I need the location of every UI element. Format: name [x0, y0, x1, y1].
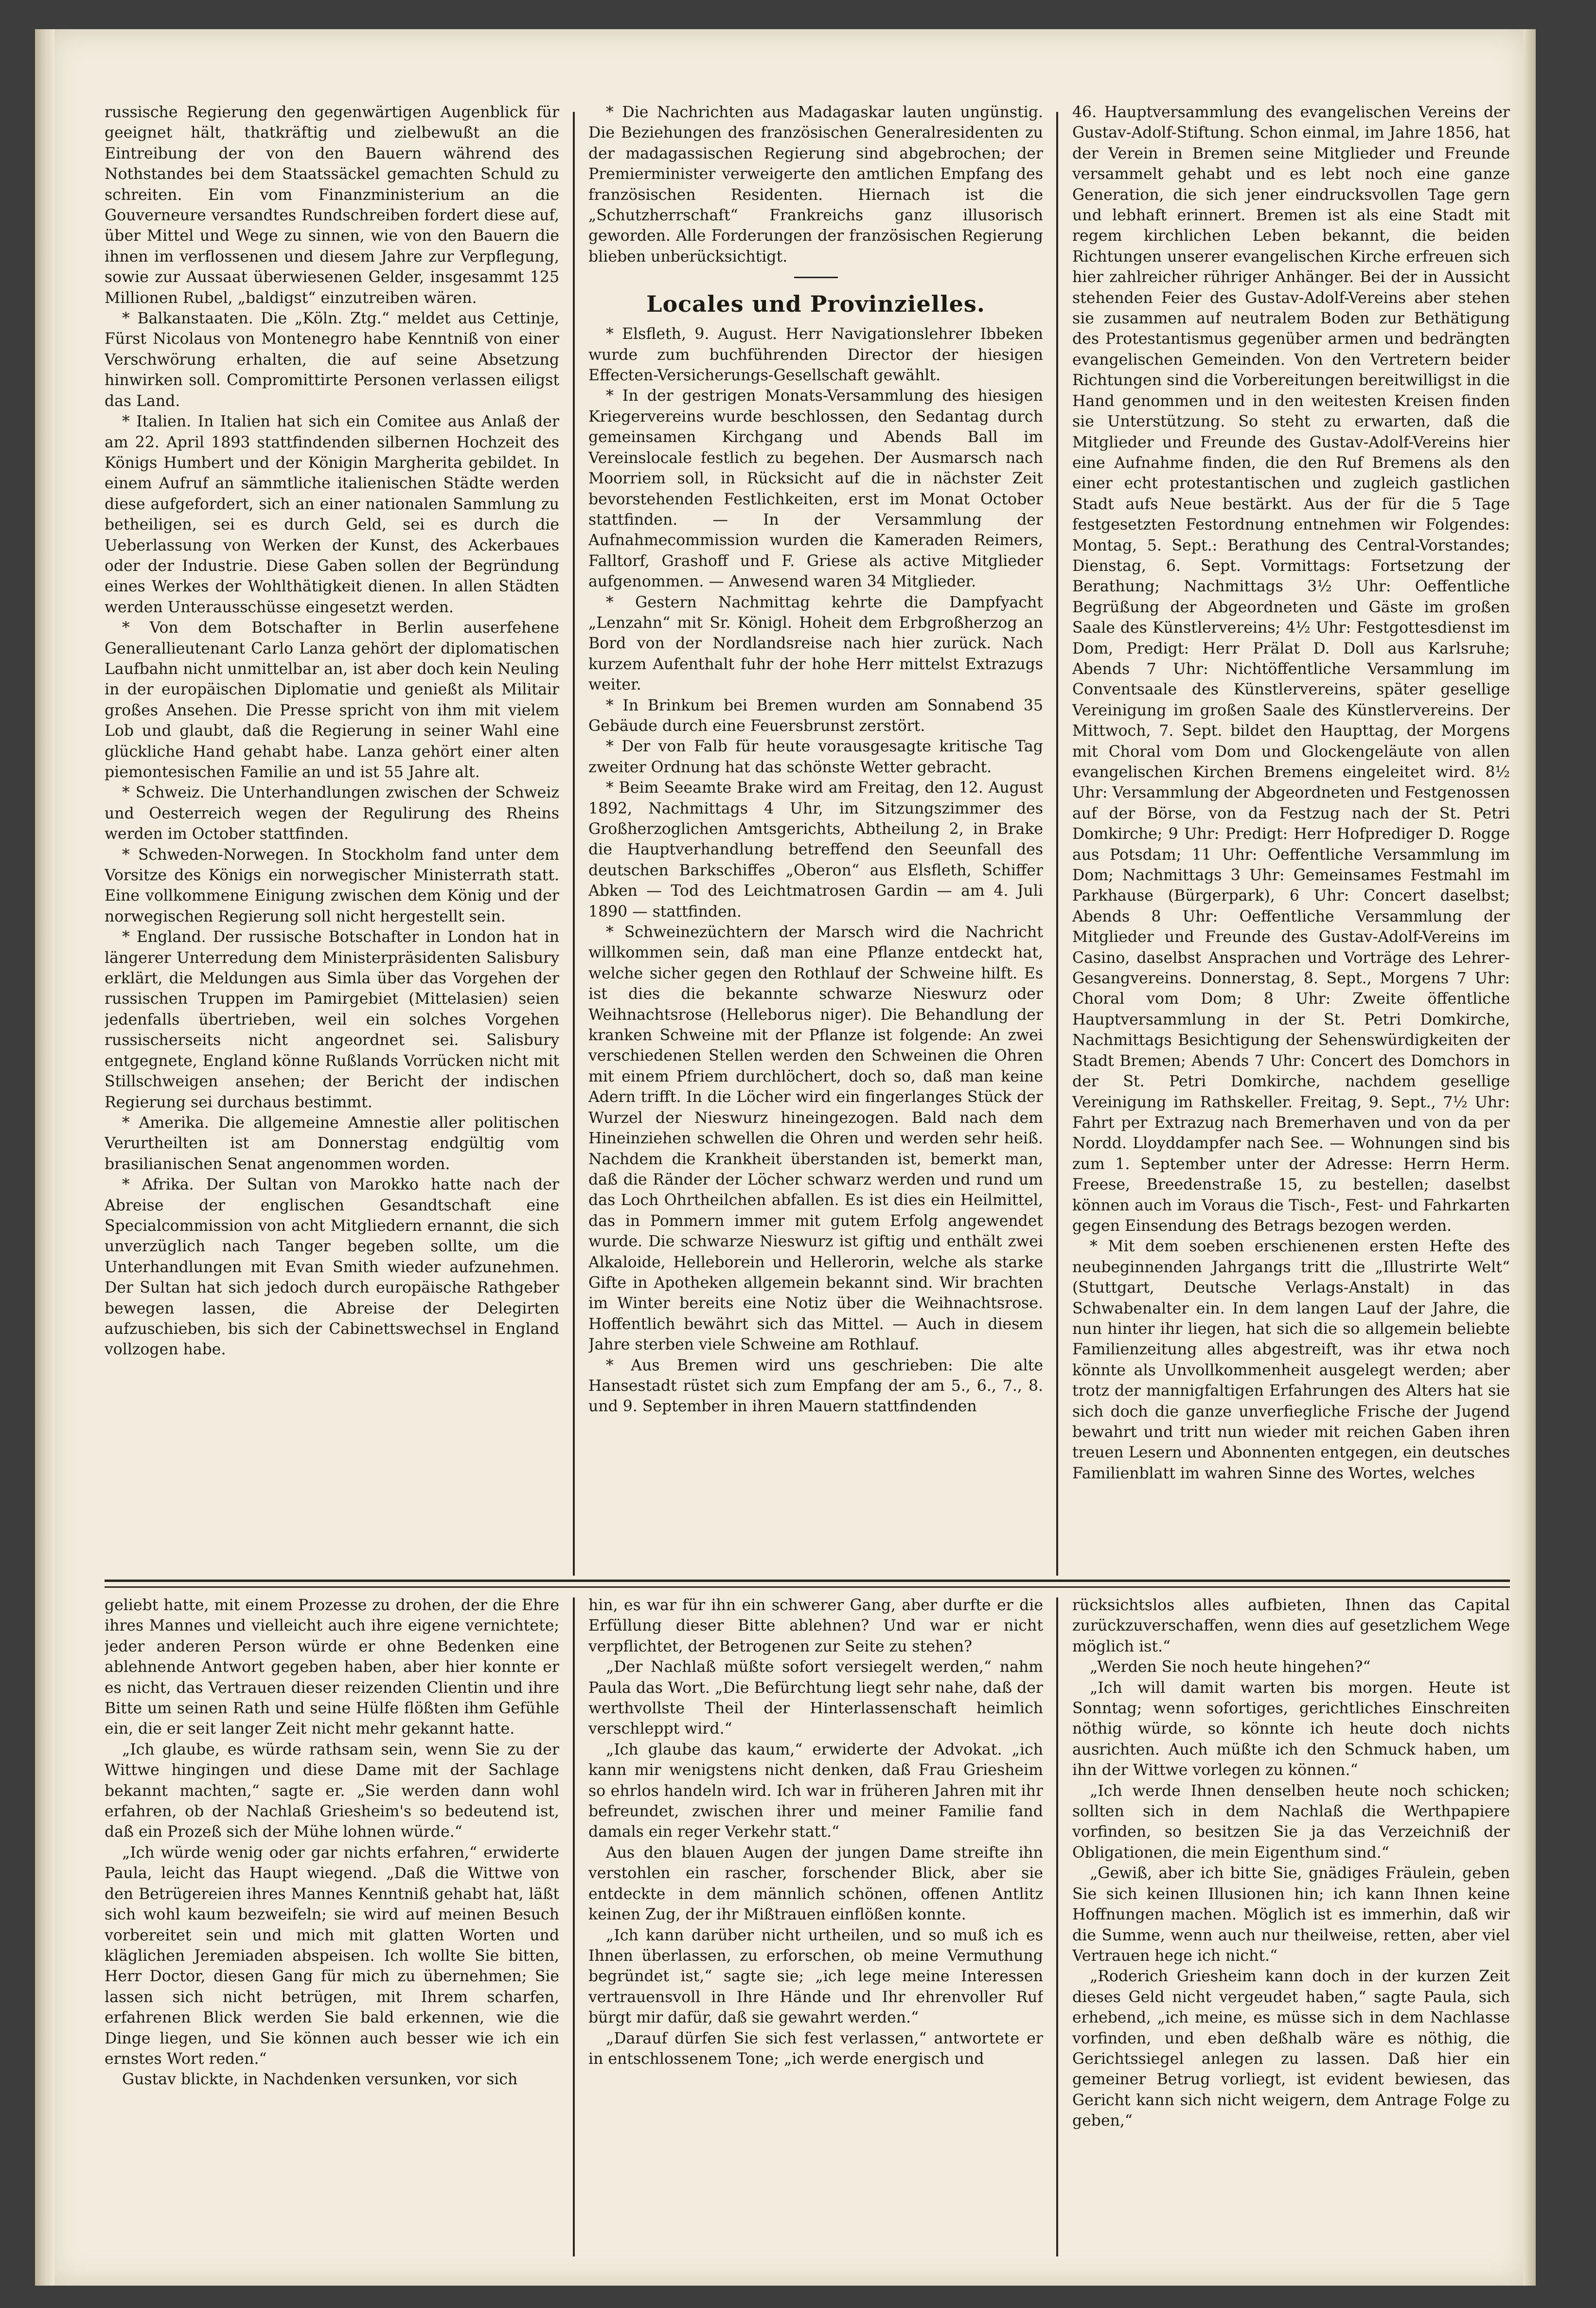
news-column-3: [1072, 102, 1510, 1576]
feuilleton-column-1: [105, 1595, 559, 2256]
story-paragraph: „Ich will damit warten bis morgen. Heute ist Sonntag; wenn sofortiges, gerichtliches Einschreiten nöthig würde, so könnte ich heute doch nichts ausrichten. Auch müßte ich den Schmuck haben, um ihn der Wittwe vorlegen zu können.“: [1072, 1679, 1510, 1779]
story-paragraph: hin, es war für ihn ein schwerer Gang, aber durfte er die Erfüllung dieser Bitte ablehnen? Und war er nicht verpflichtet, der Betrogenen zur Seite zu stehen?: [588, 1597, 1043, 1655]
story-paragraph: „Darauf dürfen Sie sich fest verlassen,“ antwortete er in entschlossenem Tone; „ich werde energisch und: [588, 2029, 1043, 2068]
section-rule: [794, 277, 838, 278]
story-paragraph: „Ich kann darüber nicht urtheilen, und so muß ich es Ihnen überlassen, zu erforschen, ob meine Vermuthung begründet ist,“ sagte sie; „ich lege meine Interessen vertrauensvoll in Ihre Hände und Ihr ehrenvoller Ruf bürgt mir dafür, daß sie gewahrt werden.“: [588, 1926, 1043, 2027]
story-paragraph: „Roderich Griesheim kann doch in der kurzen Zeit dieses Geld nicht vergeudet haben,“ sagte Paula, sich erhebend, „ich meine, es müsse sich in dem Nachlasse vorfinden, und eben deßhalb wäre es nöthig, die Gerichtssiegel anlegen zu lassen. Daß hier ein gemeiner Betrug vorliegt, ist evident bewiesen, das Gericht kann sich nicht weigern, dem Antrage Folge zu geben,“: [1072, 1968, 1510, 2130]
article-illustrirte-welt: * Mit dem soeben erschienenen ersten Hefte des neubeginnenden Jahrgangs tritt die „Illustrirte Welt“ (Stuttgart, Deutsche Verlags-Anstalt) in das Schwabenalter ein. In dem langen Lauf der Jahre, die nun hinter ihr liegen, hat sich die so allgemein beliebte Familienzeitung alles abgestreift, was ihr etwa noch könnte als Unvollkommenheit ausgelegt werden; aber trotz der mannigfaltigen Erfahrungen des Alters hat sie sich doch die ganze unverfiegliche Frische der Jugend bewahrt und tritt nun wieder mit reichen Gaben ihren treuen Lesern und Abonnenten entgegen, ein deutsches Familienblatt im wahren Sinne des Wortes, welches: [1072, 1238, 1510, 1482]
story-paragraph: „Der Nachlaß müßte sofort versiegelt werden,“ nahm Paula das Wort. „Die Befürchtung liegt sehr nahe, daß der werthvollste Theil der Hinterlassenschaft heimlich verschleppt wird.“: [588, 1658, 1043, 1738]
article-sweden-norway: * Schweden-Norwegen. In Stockholm fand unter dem Vorsitze des Königs ein norwegischer Ministerrath statt. Eine vollkommene Einigung zwischen dem König und der norwegischen Regierung soll nicht hergestellt sein.: [105, 846, 559, 925]
article-seeamt-brake: * Beim Seeamte Brake wird am Freitag, den 12. August 1892, Nachmittags 4 Uhr, im Sitzungszimmer des Großherzoglichen Amtsgerichts, Abtheilung 2, in Brake die Hauptverhandlung betreffend den Seeunfall des deutschen Barkschiffes „Oberon“ aus Elsfleth, Schiffer Abken — Tod des Leichtmatrosen Gardin — am 4. Juli 1890 — stattfinden.: [588, 779, 1043, 921]
article-brinkum: * In Brinkum bei Bremen wurden am Sonnabend 35 Gebäude durch eine Feuersbrunst zerstört.: [588, 696, 1043, 735]
column-rule: [1056, 112, 1058, 1576]
story-paragraph: „Gewiß, aber ich bitte Sie, gnädiges Fräulein, geben Sie sich keinen Illusionen hin; ich kann Ihnen keine Hoffnungen machen. Möglich ist es immerhin, daß wir die Summe, wenn auch nur theilweise, retten, aber viel Vertrauen hege ich nicht.“: [1072, 1864, 1510, 1965]
story-paragraph: „Werden Sie noch heute hingehen?“: [1090, 1658, 1371, 1676]
feuilleton-column-3: [1072, 1595, 1510, 2256]
article-switzerland: * Schweiz. Die Unterhandlungen zwischen der Schweiz und Oesterreich wegen der Regulirung des Rheins werden im October stattfinden.: [105, 784, 559, 843]
article-dampfyacht: * Gestern Nachmittag kehrte die Dampfyacht „Lenzahn“ mit Sr. Königl. Hoheit dem Erbgroßherzog an Bord von der Nordlandsreise nach hier zurück. Nach kurzem Aufenthalt fuhr der hohe Herr mittelst Extrazugs weiter.: [588, 593, 1043, 694]
story-paragraph: „Ich werde Ihnen denselben heute noch schicken; sollten sich in dem Nachlaß die Werthpapiere vorfinden, so besitzen Sie ja das Verzeichniß der Obligationen, die mein Eigenthum sind.“: [1072, 1782, 1510, 1862]
feuilleton-column-2: [588, 1595, 1043, 2256]
article-balkan: * Balkanstaaten. Die „Köln. Ztg.“ meldet aus Cettinje, Fürst Nicolaus von Montenegro habe Kenntniß von einer Verschwörung erhalten, die auf seine Absetzung hinwirken soll. Compromittirte Personen verlassen eiligst das Land.: [105, 310, 559, 410]
story-paragraph: Gustav blickte, in Nachdenken versunken, vor sich: [122, 2071, 518, 2089]
story-paragraph: „Ich glaube das kaum,“ erwiderte der Advokat. „ich kann mir wenigstens nicht denken, daß Frau Griesheim so ehrlos handeln wird. Ich war in früheren Jahren mit ihr befreundet, zwischen ihrer und meiner Familie fand damals ein reger Verkehr statt.“: [588, 1740, 1043, 1841]
section-heading: Locales und Provinzielles.: [646, 291, 985, 318]
article-paragraph: russische Regierung den gegenwärtigen Augenblick für geeignet hält, thatkräftig und zielbewußt an die Eintreibung der von den Bauern während des Nothstandes bei dem Staatssäckel gemachten Schuld zu schreiten. Ein vom Finanzministerium an die Gouverneure versandtes Rundschreiben fordert diese auf, über Mittel und Wege zu sinnen, wie von den Bauern die ihnen im verflossenen und diesem Jahre zur Verpflegung, sowie zur Aussaat überwiesenen Gelder, insgesammt 125 Millionen Rubel, „baldigst“ einzutreiben wären.: [105, 104, 559, 307]
article-england: * England. Der russische Botschafter in London hat in längerer Unterredung dem Ministerpräsidenten Salisbury erklärt, die Meldungen aus Simla über das Vorgehen der russischen Truppen im Pamirgebiet (Mittelasien) seien jedenfalls übertrieben, weil ein solches Vorgehen russischerseits nicht angeordnet sei. Salisbury entgegnete, England könne Rußlands Vorrücken nicht mit Stillschweigen ansehen; der Bericht der indischen Regierung sei durchaus bestimmt.: [105, 928, 559, 1111]
story-paragraph: geliebt hatte, mit einem Prozesse zu drohen, der die Ehre ihres Mannes und vielleicht auch ihre eigene vernichtete; jeder anderen Person würde er ohne Bedenken eine ablehnende Antwort gegeben haben, aber hier konnte er es nicht, das Vertrauen dieser reizenden Clientin und ihre Bitte um seinen Rath und seine Hülfe flößten ihm Gefühle ein, die er seit langer Zeit nicht mehr gekannt hatte.: [105, 1597, 559, 1738]
feuilleton-divider: [105, 1580, 1510, 1582]
article-america: * Amerika. Die allgemeine Amnestie aller politischen Verurtheilten ist am Donnerstag endgültig vom brasilianischen Senat angenommen worden.: [105, 1114, 559, 1173]
story-paragraph: „Ich würde wenig oder gar nichts erfahren,“ erwiderte Paula, leicht das Haupt wiegend. „Daß die Wittwe von den Betrügereien ihres Mannes Kenntniß gehabt hat, läßt sich wohl kaum bezweifeln; sie wird auf meinen Besuch vorbereitet sein und mich mit glatten Worten und kläglichen Jeremiaden abspeisen. Ich wollte Sie bitten, Herr Doctor, diesen Gang für mich zu übernehmen; Sie lassen sich nicht betrügen, mit Ihrem scharfen, erfahrenen Blick werden Sie bald erkennen, wie die Dinge liegen, und Sie können auch besser wie ich ein ernstes Wort reden.“: [105, 1844, 559, 2068]
article-madagascar: * Die Nachrichten aus Madagaskar lauten ungünstig. Die Beziehungen des französischen Generalresidenten zu der madagassischen Regierung sind abgebrochen; der Premierminister verweigerte den amtlichen Empfang des französischen Residenten. Hiernach ist die „Schutzherrschaft“ Frankreichs ganz illusorisch geworden. Alle Forderungen der französischen Regierung blieben unberücksichtigt.: [588, 104, 1043, 266]
story-paragraph: rücksichtslos alles aufbieten, Ihnen das Capital zurückzuverschaffen, wenn dies auf gesetzlichem Wege möglich ist.“: [1072, 1597, 1510, 1655]
article-kriegerverein: * In der gestrigen Monats-Versammlung des hiesigen Kriegervereins wurde beschlossen, den Sedantag durch gemeinsamen Kirchgang und Abends Ball im Vereinslocale festlich zu begehen. Der Ausmarsch nach Moorriem soll, in Rücksicht auf die in nächster Zeit bevorstehenden Festlichkeiten, erst im Monat October stattfinden. — In der Versammlung der Aufnahmecommission wurden die Kameraden Reimers, Falltorf, Grashoff und F. Griese als active Mitglieder aufgenommen. — Anwesend waren 34 Mitglieder.: [588, 387, 1043, 591]
story-paragraph: Aus den blauen Augen der jungen Dame streifte ihn verstohlen ein rascher, forschender Blick, aber sie entdeckte in dem männlich schönen, offenen Antlitz keinen Zug, der ihr Mißtrauen einflößen konnte.: [588, 1844, 1043, 1924]
feuilleton-divider: [105, 1586, 1510, 1588]
article-italy: * Italien. In Italien hat sich ein Comitee aus Anlaß der am 22. April 1893 stattfindenden silbernen Hochzeit des Königs Humbert und der Königin Margherita gebildet. In einem Aufruf an sämmtliche italienischen Städte werden diese aufgefordert, sich an einer nationalen Sammlung zu betheiligen, sei es durch Geld, sei es durch die Ueberlassung von Werken der Kunst, des Ackerbaues oder der Industrie. Diese Gaben sollen der Begründung eines Werkes der Wohlthätigkeit dienen. In allen Städten werden Unterausschüsse eingesetzt werden.: [105, 413, 559, 616]
article-africa: * Afrika. Der Sultan von Marokko hatte nach der Abreise der englischen Gesandtschaft eine Specialcommission von acht Mitgliedern ernannt, die sich unverzüglich nach Tanger begeben sollte, um die Unterhandlungen mit Evan Smith wieder aufzunehmen. Der Sultan hat sich jedoch durch europäische Rathgeber bewegen lassen, die Abreise der Delegirten aufzuschieben, bis sich der Cabinettswechsel in England vollzogen habe.: [105, 1176, 559, 1359]
article-lanza: * Von dem Botschafter in Berlin auserfehene Generallieutenant Carlo Lanza gehört der diplomatischen Laufbahn nicht unmittelbar an, ist aber doch kein Neuling in der europäischen Diplomatie und genießt als Militair großes Ansehen. Die Presse spricht von ihm mit vielem Lob und glaubt, daß die Regierung in seiner Wahl eine glückliche Hand gehabt habe. Lanza gehört einer alten piemontesischen Familie an und ist 55 Jahre alt.: [105, 619, 559, 781]
column-rule: [573, 112, 575, 1576]
article-gustav-adolf: 46. Hauptversammlung des evangelischen Vereins der Gustav-Adolf-Stiftung. Schon einmal, im Jahre 1856, hat der Verein in Bremen seine Mitglieder und Freunde versammelt gehabt und es lebt noch eine ganze Generation, die sich jener eindrucksvollen Tage gern und lebhaft erinnert. Bremen ist als eine Stadt mit regem kirchlichen Leben bekannt, die beiden Richtungen unserer evangelischen Kirche erfreuen sich hier zahlreicher rühriger Anhänger. Bei der in Aussicht stehenden Feier des Gustav-Adolf-Vereins aber stehen sie zusammen auf neutralem Boden zur Bethätigung des Protestantismus gegenüber armen und bedrängten evangelischen Gemeinden. Von den Vertretern beider Richtungen sind die Vorbereitungen bereitwilligst in die Hand genommen und in den weitesten Kreisen finden sie Unterstützung. So steht zu erwarten, daß die Mitglieder und Freunde des Gustav-Adolf-Vereins hier eine Aufnahme finden, die den Ruf Bremens als den einer echt protestantischen und zugleich gastlichen Stadt aufs Neue bestärkt. Aus der für die 5 Tage festgesetzten Festordnung entnehmen wir Folgendes: Montag, 5. Sept.: Berathung des Central-Vorstandes; Dienstag, 6. Sept. Vormittags: Fortsetzung der Berathung; Nachmittags 3½ Uhr: Oeffentliche Begrüßung der Abgeordneten und Gäste im großen Saale des Künstlervereins; 4½ Uhr: Festgottesdienst im Dom, Predigt: Herr Prälat D. Doll aus Karlsruhe; Abends 7 Uhr: Nichtöffentliche Versammlung im Conventsaale des Künstlervereins, später gesellige Vereinigung im großen Saale des Künstlervereins. Der Mittwoch, 7. Sept. bildet den Haupttag, der Morgens mit Choral vom Dom und Glockengeläute von allen evangelischen Kirchen Bremens eingeleitet wird. 8½ Uhr: Versammlung der Abgeordneten und Festgenossen auf der Börse, von da Festzug nach der St. Petri Domkirche; 9 Uhr: Predigt: Herr Hofprediger D. Rogge aus Potsdam; 11 Uhr: Oeffentliche Versammlung im Dom; Nachmittags 3 Uhr: Gemeinsames Festmahl im Parkhause (Bürgerpark), 6 Uhr: Concert daselbst; Abends 8 Uhr: Oeffentliche Versammlung der Mitglieder und Freunde des Gustav-Adolf-Vereins im Casino, daselbst Ansprachen und Vorträge des Lehrer-Gesangvereins. Donnerstag, 8. Sept., Morgens 7 Uhr: Choral vom Dom; 8 Uhr: Zweite öffentliche Hauptversammlung in der St. Petri Domkirche, Nachmittags Besichtigung der Sehenswürdigkeiten der Stadt Bremen; Abends 7 Uhr: Concert des Domchors in der St. Petri Domkirche, nachdem gesellige Vereinigung im Rathskeller. Freitag, 9. Sept., 7½ Uhr: Fahrt per Extrazug nach Bremerhaven und von da per Nordd. Lloyddampfer nach See. — Wohnungen sind bis zum 1. September unter der Adresse: Herrn Herm. Freese, Breedenstraße 15, zu bestellen; daselbst können auch im Voraus die Tisch-, Fest- und Fahrkarten gegen Einsendung des Betrags bezogen werden.: [1072, 104, 1510, 1235]
column-rule: [573, 1598, 575, 2256]
column-rule: [1056, 1598, 1058, 2256]
news-column-1: [105, 102, 559, 1576]
story-paragraph: „Ich glaube, es würde rathsam sein, wenn Sie zu der Wittwe hingingen und diese Dame mit der Sachlage bekannt machten,“ sagte er. „Sie werden dann wohl erfahren, ob der Nachlaß Griesheim's so bedeutend ist, daß ein Prozeß sich der Mühe lohnen würde.“: [105, 1740, 559, 1841]
news-column-2: [588, 102, 1043, 1576]
article-elsfleth: * Elsfleth, 9. August. Herr Navigationslehrer Ibbeken wurde zum buchführenden Director der hiesigen Effecten-Versicherungs-Gesellschaft gewählt.: [588, 325, 1043, 385]
page-edge: [1523, 29, 1536, 2286]
article-bremen: * Aus Bremen wird uns geschrieben: Die alte Hansestadt rüstet sich zum Empfang der am 5., 6., 7., 8. und 9. September in ihren Mauern stattfindenden: [588, 1356, 1043, 1416]
article-schweine: * Schweinezüchtern der Marsch wird die Nachricht willkommen sein, daß man eine Pflanze entdeckt hat, welche sicher gegen den Rothlauf der Schweine hilft. Es ist dies die bekannte schwarze Nieswurz oder Weihnachtsrose (Helleborus niger). Die Behandlung der kranken Schweine mit der Pflanze ist folgende: An zwei verschiedenen Stellen werden den Schweinen die Ohren mit einem Pfriem durchlöchert, doch so, daß man keine Adern trifft. In die Löcher wird ein fingerlanges Stück der Wurzel der Nieswurz hineingezogen. Bald nach dem Hineinziehen schwellen die Ohren und werden sehr heiß. Nachdem die Krankheit überstanden ist, bemerkt man, daß die Ränder der Löcher schwarz werden und rund um das Loch Ohrtheilchen abfallen. Es ist dies ein Heilmittel, das in Pommern immer mit gutem Erfolg angewendet wurde. Die schwarze Nieswurz ist giftig und enthält zwei Alkaloide, Helleborein und Hellerorin, welche als starke Gifte in Apotheken allgemein bekannt sind. Wir brachten im Winter bereits eine Notiz über die Weihnachtsrose. Hoffentlich bewährt sich das Mittel. — Auch in diesem Jahre sterben viele Schweine am Rothlauf.: [588, 923, 1043, 1354]
page-edge: [35, 29, 48, 2286]
article-falb: * Der von Falb für heute vorausgesagte kritische Tag zweiter Ordnung hat das schönste Wetter gebracht.: [588, 738, 1043, 776]
